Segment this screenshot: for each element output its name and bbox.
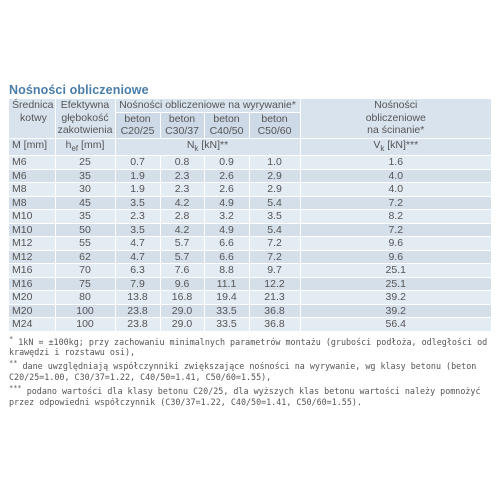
table-cell: 23.8 (115, 318, 160, 332)
table-cell: 39.2 (300, 304, 491, 318)
table-cell: 39.2 (300, 291, 491, 305)
table-cell: 2.6 (204, 169, 249, 183)
table-cell: 5.7 (160, 237, 204, 251)
table-row (9, 237, 492, 251)
table-cell: 7.2 (300, 196, 491, 210)
table-cell: 56.4 (300, 318, 491, 332)
table-cell: 4.9 (204, 196, 249, 210)
table-cell: 2.8 (160, 210, 204, 224)
table-cell: 21.3 (249, 291, 300, 305)
table-cell: 2.3 (160, 183, 204, 197)
table-cell: 80 (55, 291, 115, 305)
table-cell: 7.9 (115, 277, 160, 291)
table-cell: 4.9 (204, 223, 249, 237)
table-cell: M8 (9, 196, 55, 210)
table-cell: 9.6 (160, 277, 204, 291)
table-cell: 29.0 (160, 318, 204, 332)
header-depth: Efektywna głębokość zakotwienia (55, 99, 115, 138)
table-cell: 3.2 (204, 210, 249, 224)
table-cell: M8 (9, 183, 55, 197)
unit-pull: $N_k$ [kN]** (115, 138, 300, 156)
table-cell: 8.2 (300, 210, 491, 224)
table-cell: 1.9 (115, 183, 160, 197)
table-cell: 4.0 (300, 183, 491, 197)
table-cell: 3.5 (115, 223, 160, 237)
table-cell: M10 (9, 223, 55, 237)
unit-diameter: M [mm] (9, 138, 55, 156)
table-cell: 25 (55, 156, 115, 170)
table-cell: 19.4 (204, 291, 249, 305)
table-row (9, 291, 492, 305)
table-cell: 35 (55, 169, 115, 183)
unit-shear: $V_k$ [kN]*** (300, 138, 491, 156)
table-body (9, 156, 492, 332)
footnote (9, 334, 492, 359)
header-c30: beton C30/37 (160, 112, 204, 138)
footnote (9, 358, 492, 383)
load-table (9, 99, 492, 332)
table-cell: M10 (9, 210, 55, 224)
header-c20: beton C20/25 (115, 112, 160, 138)
table-cell: 3.5 (115, 196, 160, 210)
table-cell: 2.3 (115, 210, 160, 224)
table-cell: 36.8 (249, 318, 300, 332)
header-diameter: Średnica kotwy (9, 99, 55, 138)
table-cell: 9.7 (249, 264, 300, 278)
table-row (9, 210, 492, 224)
table-cell: 9.6 (300, 237, 491, 251)
footnote-mark: * (9, 334, 14, 343)
table-cell: 33.5 (204, 318, 249, 332)
table-cell: 5.4 (249, 223, 300, 237)
table-cell: 5.7 (160, 250, 204, 264)
table-cell: 35 (55, 210, 115, 224)
table-cell: M12 (9, 250, 55, 264)
table-cell: 11.1 (204, 277, 249, 291)
table-row (9, 264, 492, 278)
table-cell: M20 (9, 304, 55, 318)
table-cell: 1.6 (300, 156, 491, 170)
table-cell: 8.8 (204, 264, 249, 278)
table-cell: M16 (9, 277, 55, 291)
table-cell: 5.4 (249, 196, 300, 210)
footnote-text: podano wartości dla klasy betonu C20/25, dla wyższych klas betonu wartości należy pomnożyć przez odpowiedni współczynnik (C30/37=1.22, C40/50=1.41, C50/60=1.55). (9, 385, 481, 407)
unit-depth: $h_{ef}$ [mm] (55, 138, 115, 156)
header-c50: beton C50/60 (249, 112, 300, 138)
section-title: Nośności obliczeniowe (9, 83, 149, 97)
table-cell: M12 (9, 237, 55, 251)
header-pull-group: Nośności obliczeniowe na wyrywanie* (115, 99, 300, 112)
table-cell: 50 (55, 223, 115, 237)
table-cell: M6 (9, 156, 55, 170)
footnote-text: dane uwzględniają współczynniki zwiększające nośności na wyrywanie, wg klasy betonu (beton C20/25=1.00, C30/37=1.22, C40/50=1.41, C50/60=1.55), (9, 361, 477, 383)
table-cell: 2.9 (249, 169, 300, 183)
table-cell: 4.7 (115, 237, 160, 251)
table-cell: 0.8 (160, 156, 204, 170)
table-cell: 100 (55, 318, 115, 332)
table-cell: 16.8 (160, 291, 204, 305)
table-cell: 7.2 (300, 223, 491, 237)
footnote-mark: ** (9, 359, 18, 368)
table-cell: 100 (55, 304, 115, 318)
table-row (9, 196, 492, 210)
table-cell: 3.5 (249, 210, 300, 224)
table-row (9, 223, 492, 237)
table-cell: 23.8 (115, 304, 160, 318)
footnote-text: 1kN = ±100kg; przy zachowaniu minimalnych parametrów montażu (grubości podłoża, odległości od krawędzi i rozstawu osi), (9, 336, 488, 358)
table-cell: 1.0 (249, 156, 300, 170)
table-cell: 70 (55, 264, 115, 278)
table-cell: 2.9 (249, 183, 300, 197)
table-cell: 75 (55, 277, 115, 291)
table-cell: 4.2 (160, 196, 204, 210)
table-cell: 2.3 (160, 169, 204, 183)
table-cell: 25.1 (300, 277, 491, 291)
footnote (9, 383, 492, 408)
table-cell: 2.6 (204, 183, 249, 197)
table-cell: M20 (9, 291, 55, 305)
table-header (9, 99, 492, 156)
header-shear-group: Nośności obliczeniowe na ścinanie* (300, 99, 491, 138)
table-cell: 7.2 (249, 250, 300, 264)
table-cell: 12.2 (249, 277, 300, 291)
table-row (9, 183, 492, 197)
table-cell: 55 (55, 237, 115, 251)
table-cell: 4.2 (160, 223, 204, 237)
footnotes (9, 334, 492, 408)
header-c40: beton C40/50 (204, 112, 249, 138)
table-cell: 0.7 (115, 156, 160, 170)
table-cell: 0.9 (204, 156, 249, 170)
table-row (9, 250, 492, 264)
table-cell: 9.6 (300, 250, 491, 264)
table-row (9, 318, 492, 332)
table-cell: 7.2 (249, 237, 300, 251)
table-row (9, 169, 492, 183)
table-cell: M24 (9, 318, 55, 332)
footnote-mark: *** (9, 384, 22, 393)
table-cell: 13.8 (115, 291, 160, 305)
table-cell: 4.7 (115, 250, 160, 264)
table-cell: M16 (9, 264, 55, 278)
table-cell: 1.9 (115, 169, 160, 183)
table-row (9, 156, 492, 170)
table-cell: 36.8 (249, 304, 300, 318)
table-cell: 4.0 (300, 169, 491, 183)
table-cell: 62 (55, 250, 115, 264)
table-cell: 33.5 (204, 304, 249, 318)
table-row (9, 304, 492, 318)
table-cell: 45 (55, 196, 115, 210)
table-cell: 6.6 (204, 237, 249, 251)
table-cell: 25.1 (300, 264, 491, 278)
content (9, 83, 492, 408)
table-cell: 29.0 (160, 304, 204, 318)
table-cell: M6 (9, 169, 55, 183)
table-cell: 6.3 (115, 264, 160, 278)
table-cell: 30 (55, 183, 115, 197)
table-row (9, 277, 492, 291)
table-cell: 7.6 (160, 264, 204, 278)
table-cell: 6.6 (204, 250, 249, 264)
